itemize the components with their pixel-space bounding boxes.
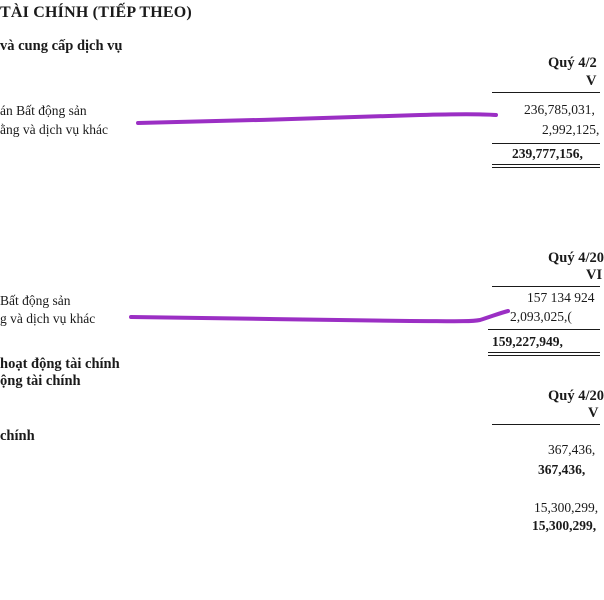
section3-column-header: Quý 4/20 bbox=[548, 388, 604, 404]
section3-row2-total: 15,300,299, bbox=[532, 518, 597, 533]
section3-row1-value: 367,436, bbox=[548, 442, 596, 457]
section3-row2-value: 15,300,299, bbox=[534, 500, 599, 515]
section3-heading1: hoạt động tài chính bbox=[0, 356, 120, 372]
section3-column-unit: V bbox=[588, 405, 599, 421]
section2-subtotal-rule bbox=[488, 329, 600, 330]
section1-header-rule bbox=[492, 92, 600, 93]
section3-row1-total: 367,436, bbox=[538, 462, 586, 477]
section2-row2-label: g và dịch vụ khác bbox=[0, 311, 96, 326]
section1-subtotal-rule bbox=[492, 143, 600, 144]
section1-column-unit: V bbox=[586, 73, 597, 89]
page-title: TÀI CHÍNH (TIẾP THEO) bbox=[0, 4, 192, 21]
marker-stroke-2 bbox=[131, 311, 508, 321]
section3-header-rule bbox=[492, 424, 600, 425]
section3-heading2: ộng tài chính bbox=[0, 373, 81, 389]
section1-row1-value: 236,785,031, bbox=[524, 102, 595, 117]
section2-row1-label: Bất động sản bbox=[0, 293, 71, 308]
section1-row2-label: ằng và dịch vụ khác bbox=[0, 122, 108, 137]
section2-total-value: 159,227,949, bbox=[492, 334, 563, 349]
section1-heading: và cung cấp dịch vụ bbox=[0, 38, 123, 54]
section3-subheading: chính bbox=[0, 428, 35, 444]
section2-row2-value: 2,093,025,( bbox=[510, 309, 572, 324]
section2-header-rule bbox=[492, 286, 600, 287]
section2-row1-value: 157 134 924 bbox=[527, 290, 595, 305]
section2-column-unit: VI bbox=[586, 267, 603, 283]
section1-column-header: Quý 4/2 bbox=[548, 55, 597, 71]
section1-row2-value: 2,992,125, bbox=[542, 122, 600, 137]
section2-column-header: Quý 4/20 bbox=[548, 250, 604, 266]
marker-stroke-1 bbox=[138, 114, 496, 123]
section1-total-value: 239,777,156, bbox=[512, 146, 583, 161]
section2-total-double-rule bbox=[488, 352, 600, 356]
section1-row1-label: án Bất động sản bbox=[0, 103, 87, 118]
section1-total-double-rule bbox=[492, 164, 600, 168]
